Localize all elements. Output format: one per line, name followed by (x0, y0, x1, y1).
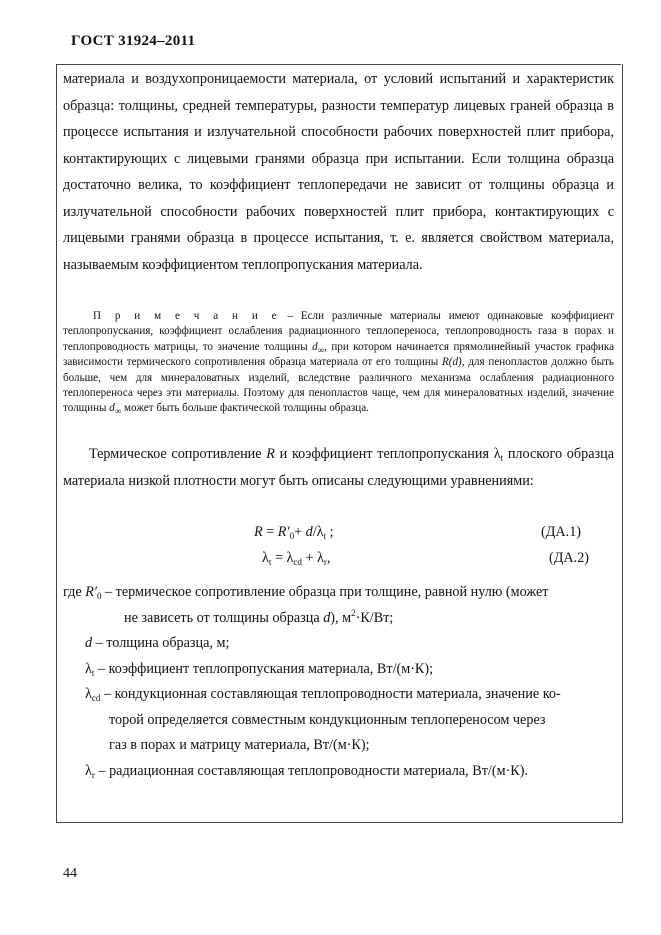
para2-lambda-symbol: λ (493, 446, 501, 462)
def-lcd-sub: cd (91, 693, 101, 703)
def-r0-cont-a: не зависеть от толщины образца (124, 609, 324, 626)
paragraph-continued (63, 66, 614, 278)
definition-lambda-cd (63, 682, 614, 708)
def-lcd-dash: – (100, 686, 115, 702)
frame-top-border (56, 64, 621, 65)
definition-lambda-cd-cont-2: газ в порах и матрицу материала, Вт/(м·К); (109, 737, 370, 753)
equation-da1 (254, 524, 334, 541)
eq1-lambda: λ (316, 524, 324, 540)
definition-r0-continued (63, 606, 614, 632)
para2-text-c: плоского образца материала низкой плотности могут быть описаны следующими уравнениями: (63, 446, 614, 489)
eq2-lambda-t: λ (262, 550, 269, 566)
definition-r0 (63, 580, 614, 606)
eq2-equals: = (271, 550, 287, 566)
def-lt-dash: – (94, 660, 109, 677)
eq2-lambda-r: λ (317, 550, 324, 566)
def-lt-symbol: λ (85, 660, 92, 677)
def-r0-text: термическое сопротивление образца при толщине, равной нулю (может (115, 584, 549, 600)
note-text-b: , при котором начинается прямолинейный участок графика зависимости термического сопротивления образца материала от его толщины (63, 340, 614, 369)
eq1-plus: + (294, 524, 306, 540)
paragraph-2-text (63, 441, 614, 494)
eq1-d: d (305, 524, 313, 540)
def-r0-symbol: R′ (85, 584, 97, 600)
para2-lambda-sub: t (500, 453, 504, 463)
def-d-symbol: d (85, 635, 93, 651)
def-lcd-symbol: λ (85, 686, 92, 702)
definition-d (63, 631, 614, 657)
note-inf-sub-2: ∞ (114, 406, 122, 417)
def-r0-cont-c: ·К/Вт; (355, 609, 394, 626)
eq2-lambda-t-sub: t (268, 557, 272, 567)
eq1-equals: = (262, 524, 278, 540)
para2-r-symbol: R (266, 446, 275, 462)
note-inf-sub: ∞ (317, 344, 325, 355)
eq1-r0: R′ (277, 524, 290, 540)
note-text-d: может быть больше фактической толщины образца. (121, 402, 369, 415)
def-lt-sub: t (91, 667, 95, 678)
def-r0-cont-d: d (323, 609, 331, 626)
definitions-list (63, 580, 614, 784)
def-lr-dash: – (94, 762, 110, 779)
eq1-lhs: R (254, 524, 263, 540)
paragraph-1-text: материала и воздухопроницаемости материала, от условий испытаний и характеристик образца: толщины, средней температуры, разности температур лицевых граней образца в процессе испытания и излучательной способности рабочих поверхностей плит прибора, контактирующих с лицевыми гранями образца при испытании. Если толщина образца достаточно велика, то коэффициент теплопередачи не зависит от толщины образца и излучательной способности рабочих поверхностей плит прибора, контактирующих с лицевыми гранями образца в процессе испытания, т. е. является свойством материала, называемым коэффициентом теплопропускания материала. (63, 71, 614, 273)
equation-da2 (262, 550, 330, 567)
paragraph-2 (63, 441, 614, 494)
eq2-lambda-cd: λ (286, 550, 294, 566)
def-r0-cont-sup: 2 (351, 607, 356, 618)
note-text-a: – Если различные материалы имеют одинаковые коэффициент теплопропускания, коэффициент ослабления радиационного теплопереноса, теплопроводность газа в порах и теплопроводность матрицы, то значение толщины (63, 310, 614, 353)
note-d-inf-2: d (109, 402, 115, 415)
def-r0-sub: 0 (96, 591, 102, 601)
standard-header: ГОСТ 31924–2011 (71, 33, 196, 49)
note-block (63, 309, 614, 417)
definition-lambda-t (63, 657, 614, 683)
eq1-tail: ; (326, 524, 334, 540)
definition-lambda-r (63, 759, 614, 785)
note-label: П р и м е ч а н и е (93, 310, 280, 322)
eq2-plus: + (301, 550, 318, 566)
eq2-lambda-cd-sub: cd (293, 557, 302, 567)
note-text-c: , для пенопластов должно быть больше, чем для минераловатных изделий, вследствие различного механизма ослабления радиационного теплопереноса через эти материалы. Поэтому для пенопластов чаще, чем для минераловатных изделий, значение толщины (63, 356, 614, 415)
eq1-slash: / (312, 524, 317, 540)
def-d-text: толщина образца, м; (106, 635, 230, 651)
def-lt-text: коэффициент теплопропускания материала, Вт/(м·К); (108, 660, 434, 677)
equation-number-da1: (ДА.1) (541, 524, 582, 540)
page-number: 44 (63, 866, 77, 881)
para2-text-b: и коэффициент теплопропускания (274, 446, 494, 462)
definition-lambda-cd-cont-1: торой определяется совместным кондукционным теплопереносом через (109, 711, 546, 728)
def-lcd-text: кондукционная составляющая теплопроводности материала, значение ко- (114, 686, 561, 702)
note-text (63, 309, 614, 417)
def-r0-cont-b: ), м (330, 609, 352, 626)
eq2-tail: , (326, 550, 331, 566)
eq1-lambda-sub: t (323, 531, 327, 541)
para2-text-a: Термическое сопротивление (89, 446, 267, 462)
note-d-inf: d (312, 340, 318, 353)
where-word: где (63, 584, 86, 600)
equation-number-da2: (ДА.2) (549, 550, 590, 566)
def-d-dash: – (92, 635, 107, 651)
def-lr-sub: r (91, 769, 95, 780)
def-r0-dash: – (101, 584, 116, 600)
def-lr-text: радиационная составляющая теплопроводности материала, Вт/(м·К). (109, 762, 529, 779)
eq2-lambda-r-sub: r (323, 557, 327, 567)
def-lr-symbol: λ (85, 762, 92, 779)
note-r-of-d: R(d) (441, 356, 462, 369)
eq1-r0-sub: 0 (289, 531, 295, 541)
